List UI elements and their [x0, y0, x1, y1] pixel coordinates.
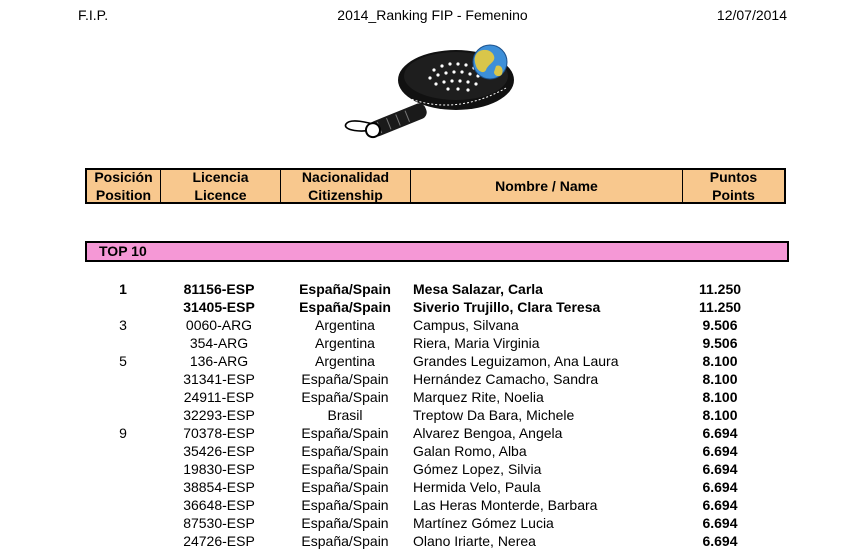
points-cell: 6.694: [702, 461, 738, 477]
player-name-cell: Siverio Trujillo, Clara Teresa: [413, 299, 601, 315]
points-cell: 11.250: [698, 281, 742, 297]
licence-cell: 81156-ESP: [183, 281, 255, 297]
points-cell: 6.694: [702, 515, 738, 531]
licence-cell: 136-ARG: [189, 353, 249, 369]
table-row: [0, 316, 865, 334]
table-row: [0, 532, 865, 550]
points-cell: 6.694: [702, 497, 738, 513]
points-cell: 6.694: [702, 533, 738, 549]
column-points: Puntos Points: [709, 169, 758, 203]
section-header-top10: TOP 10: [85, 241, 789, 262]
licence-cell: 38854-ESP: [183, 479, 255, 495]
nationality-cell: España/Spain: [301, 533, 389, 549]
player-name-cell: Las Heras Monterde, Barbara: [413, 497, 598, 513]
points-cell: 11.250: [698, 299, 742, 315]
nationality-cell: España/Spain: [301, 497, 389, 513]
player-name-cell: Campus, Silvana: [413, 317, 519, 333]
player-name-cell: Treptow Da Bara, Michele: [413, 407, 575, 423]
licence-cell: 19830-ESP: [183, 461, 255, 477]
player-name-cell: Grandes Leguizamon, Ana Laura: [413, 353, 619, 369]
nationality-cell: Argentina: [315, 335, 375, 351]
nationality-cell: España/Spain: [299, 281, 391, 297]
nationality-cell: España/Spain: [301, 461, 389, 477]
points-cell: 8.100: [702, 389, 738, 405]
licence-cell: 354-ARG: [189, 335, 249, 351]
nationality-cell: España/Spain: [299, 299, 391, 315]
column-nationality: Nacionalidad Citizenship: [281, 170, 411, 202]
nationality-cell: España/Spain: [301, 515, 389, 531]
player-name-cell: Martínez Gómez Lucia: [413, 515, 554, 531]
rank-cell: 5: [119, 353, 127, 369]
licence-cell: 31341-ESP: [183, 371, 255, 387]
licence-cell: 0060-ARG: [185, 317, 253, 333]
player-name-cell: Marquez Rite, Noelia: [413, 389, 544, 405]
nationality-cell: Brasil: [327, 407, 363, 423]
player-name-cell: Olano Iriarte, Nerea: [413, 533, 536, 549]
table-row: [0, 352, 865, 370]
licence-cell: 31405-ESP: [183, 299, 255, 315]
nationality-cell: España/Spain: [301, 425, 389, 441]
document-date: 12/07/2014: [716, 7, 787, 23]
licence-cell: 35426-ESP: [183, 443, 255, 459]
licence-cell: 32293-ESP: [183, 407, 255, 423]
player-name-cell: Gómez Lopez, Silvia: [413, 461, 542, 477]
rank-cell: 1: [119, 281, 127, 297]
licence-cell: 36648-ESP: [183, 497, 255, 513]
player-name-cell: Galan Romo, Alba: [413, 443, 527, 459]
points-cell: 9.506: [702, 317, 738, 333]
nationality-cell: España/Spain: [301, 443, 389, 459]
column-header-row: [85, 168, 786, 204]
table-row: [0, 424, 865, 442]
column-position: Posición Position: [87, 170, 161, 202]
points-cell: 6.694: [702, 443, 738, 459]
table-row: [0, 478, 865, 496]
org-name: F.I.P.: [78, 7, 109, 23]
licence-cell: 24726-ESP: [183, 533, 255, 549]
nationality-cell: España/Spain: [301, 389, 389, 405]
points-cell: 6.694: [702, 425, 738, 441]
player-name-cell: Hermida Velo, Paula: [413, 479, 541, 495]
player-name-cell: Hernández Camacho, Sandra: [413, 371, 599, 387]
table-row: [0, 406, 865, 424]
ranking-table: [0, 280, 865, 550]
nationality-cell: Argentina: [315, 317, 375, 333]
points-cell: 6.694: [702, 479, 738, 495]
licence-cell: 24911-ESP: [183, 389, 255, 405]
rank-cell: 3: [119, 317, 127, 333]
licence-cell: 70378-ESP: [183, 425, 255, 441]
nationality-cell: Argentina: [315, 353, 375, 369]
table-row: [0, 298, 865, 316]
table-row: [0, 370, 865, 388]
document-title: 2014_Ranking FIP - Femenino: [337, 7, 528, 23]
table-row: [0, 442, 865, 460]
table-row: [0, 496, 865, 514]
nationality-cell: España/Spain: [301, 479, 389, 495]
table-row: [0, 388, 865, 406]
points-cell: 8.100: [702, 371, 738, 387]
player-name-cell: Riera, Maria Virginia: [413, 335, 540, 351]
column-licence: Licencia Licence: [161, 170, 281, 202]
points-cell: 8.100: [702, 407, 738, 423]
table-row: [0, 280, 865, 298]
licence-cell: 87530-ESP: [183, 515, 255, 531]
rank-cell: 9: [119, 425, 127, 441]
points-cell: 8.100: [702, 353, 738, 369]
nationality-cell: España/Spain: [301, 371, 389, 387]
player-name-cell: Mesa Salazar, Carla: [413, 281, 543, 297]
column-name: Nombre / Name: [411, 170, 683, 202]
table-row: [0, 460, 865, 478]
table-row: [0, 334, 865, 352]
points-cell: 9.506: [702, 335, 738, 351]
padel-racket-logo: [338, 42, 518, 142]
player-name-cell: Alvarez Bengoa, Angela: [413, 425, 563, 441]
table-row: [0, 514, 865, 532]
